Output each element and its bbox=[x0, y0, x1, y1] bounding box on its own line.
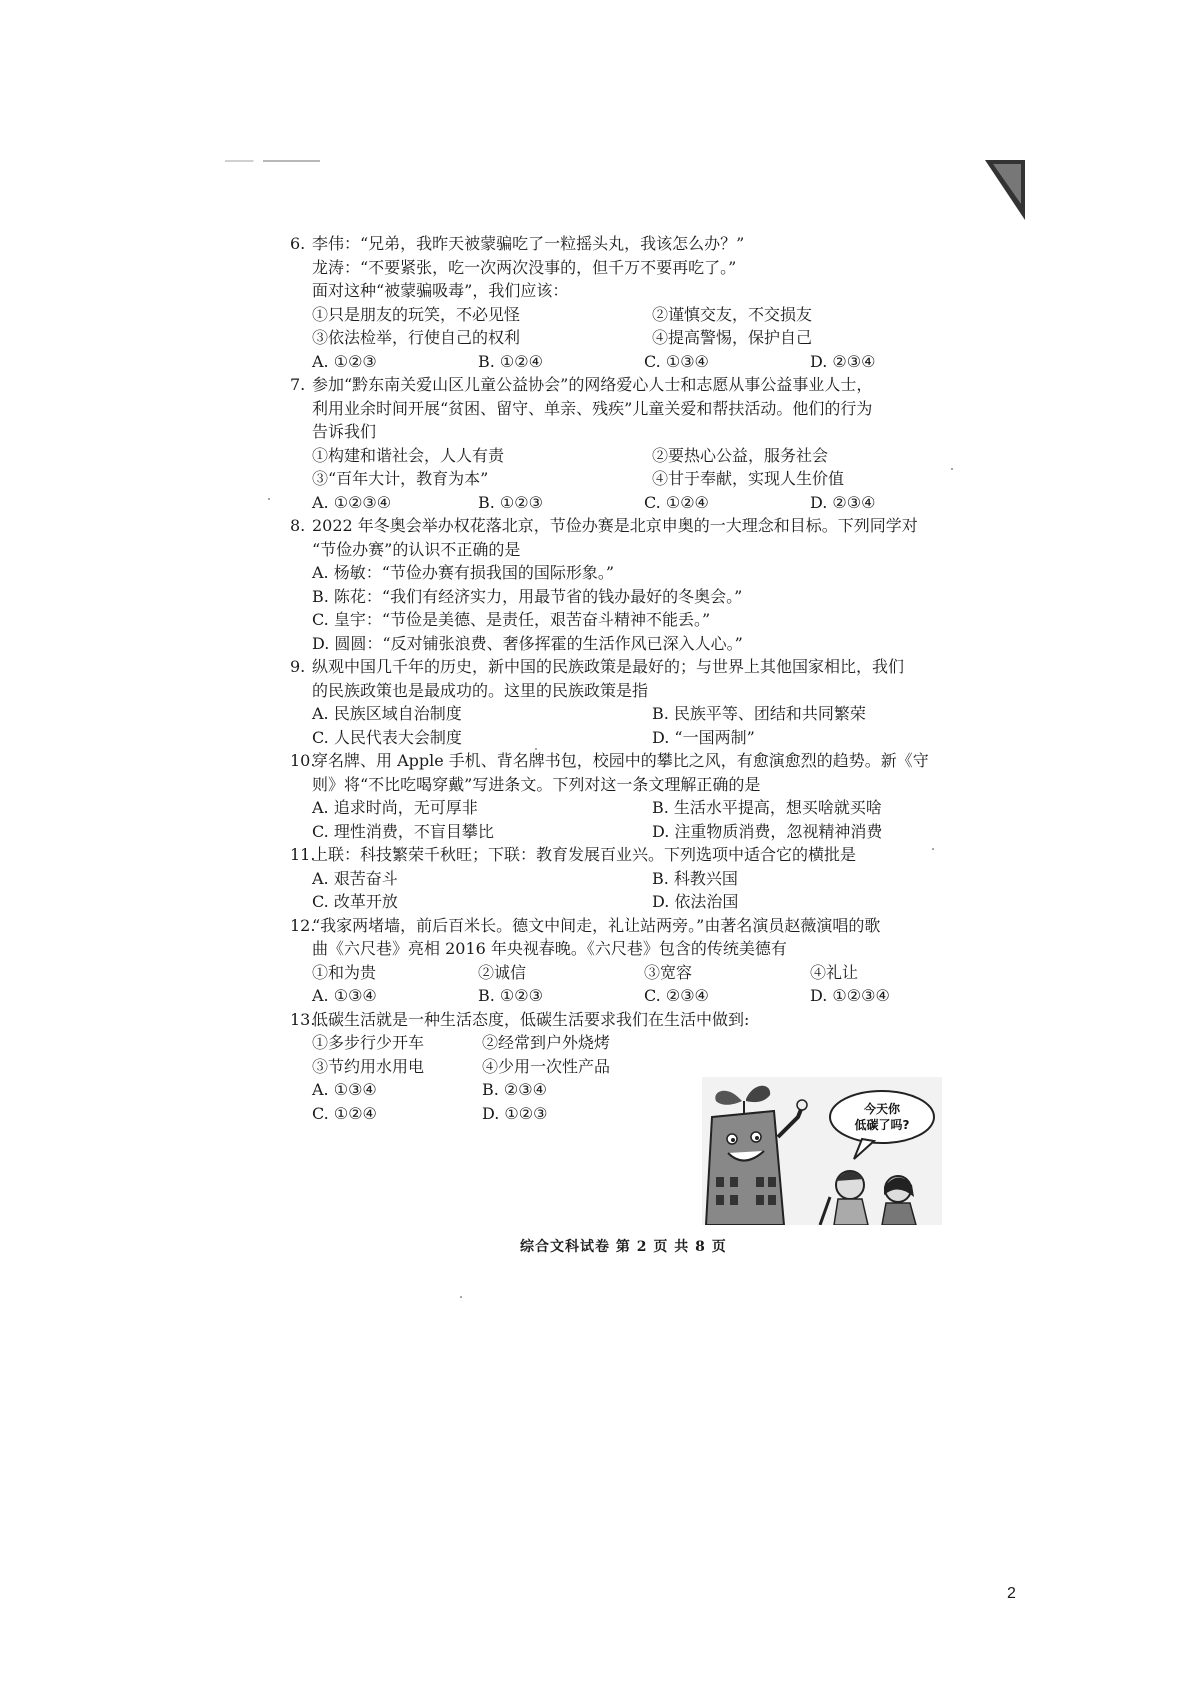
speech-bubble-line: 低碳了吗? bbox=[854, 1118, 910, 1132]
answer-option: C. 理性消费，不盲目攀比 bbox=[312, 821, 494, 841]
question-text: 低碳生活就是一种生活态度，低碳生活要求我们在生活中做到: bbox=[312, 1009, 750, 1029]
page-footer: 综合文科试卷 第 2 页 共 8 页 bbox=[520, 1239, 727, 1255]
question-text: 利用业余时间开展“贫困、留守、单亲、残疾”儿童关爱和帮扶活动。他们的行为 bbox=[312, 398, 873, 418]
statement-item: ②谨慎交友，不交损友 bbox=[652, 304, 813, 324]
answer-option: D. 注重物质消费，忽视精神消费 bbox=[652, 821, 883, 841]
question-text: “节俭办赛”的认识不正确的是 bbox=[312, 539, 521, 559]
answer-option: B. 科教兴国 bbox=[652, 868, 738, 888]
question-text: 上联：科技繁荣千秋旺；下联：教育发展百业兴。下列选项中适合它的横批是 bbox=[312, 845, 857, 864]
question-text: 参加“黔东南关爱山区儿童公益协会”的网络爱心人士和志愿从事公益事业人士， bbox=[312, 375, 873, 394]
statement-item: ①多步行少开车 bbox=[312, 1033, 425, 1052]
statement-item: ①只是朋友的玩笑，不必见怪 bbox=[312, 304, 521, 324]
answer-option: D. ②③④ bbox=[810, 492, 876, 512]
answer-option: C. 人民代表大会制度 bbox=[312, 727, 462, 747]
statement-item: ④提高警惕，保护自己 bbox=[652, 328, 813, 347]
question-number: 8. bbox=[290, 516, 306, 535]
answer-option: C. ①②④ bbox=[312, 1103, 377, 1123]
question-6 bbox=[290, 232, 955, 373]
answer-option: C. 皇宇：“节俭是美德、是责任，艰苦奋斗精神不能丢。” bbox=[312, 610, 711, 629]
answer-option: B. ②③④ bbox=[482, 1080, 547, 1099]
answer-option: D. ①②③④ bbox=[810, 986, 890, 1005]
statement-item: ②诚信 bbox=[478, 962, 527, 982]
answer-option: C. 改革开放 bbox=[312, 892, 398, 911]
answer-option: C. ①②④ bbox=[644, 492, 709, 512]
answer-option: A. ①③④ bbox=[312, 986, 377, 1005]
question-text: 则》将“不比吃喝穿戴”写进条文。下列对这一条文理解正确的是 bbox=[312, 774, 761, 794]
question-number: 10. bbox=[290, 751, 316, 770]
scan-corner-mark bbox=[985, 160, 1025, 220]
statement-item: ②要热心公益，服务社会 bbox=[652, 445, 829, 465]
question-text: 2022 年冬奥会举办权花落北京，节俭办赛是北京申奥的一大理念和目标。下列同学对 bbox=[312, 516, 918, 535]
answer-option: D. 依法治国 bbox=[652, 892, 739, 911]
question-11 bbox=[290, 843, 955, 914]
answer-option: D. “一国两制” bbox=[652, 727, 755, 747]
answer-option: A. 艰苦奋斗 bbox=[312, 868, 398, 888]
answer-option: B. 民族平等、团结和共同繁荣 bbox=[652, 704, 866, 723]
answer-option: A. 民族区域自治制度 bbox=[312, 704, 462, 723]
answer-option: B. 生活水平提高，想买啥就买啥 bbox=[652, 798, 882, 817]
answer-option: B. ①②④ bbox=[478, 351, 543, 371]
answer-option: B. 陈花：“我们有经济实力，用最节省的钱办最好的冬奥会。” bbox=[312, 586, 743, 606]
question-text: 龙涛：“不要紧张，吃一次两次没事的，但千万不要再吃了。” bbox=[312, 257, 737, 277]
question-number: 12. bbox=[290, 915, 316, 935]
exam-page bbox=[290, 232, 955, 1125]
statement-item: ③宽容 bbox=[644, 962, 693, 982]
question-number: 13. bbox=[290, 1009, 316, 1029]
statement-item: ④甘于奉献，实现人生价值 bbox=[652, 469, 845, 488]
question-number: 9. bbox=[290, 657, 306, 676]
question-8 bbox=[290, 514, 955, 655]
answer-option: D. ②③④ bbox=[810, 351, 876, 371]
answer-option: C. ②③④ bbox=[644, 986, 709, 1005]
answer-option: D. 圆圆：“反对铺张浪费、奢侈挥霍的生活作风已深入人心。” bbox=[312, 633, 743, 653]
statement-item: ④少用一次性产品 bbox=[482, 1056, 611, 1076]
question-text: 的民族政策也是最成功的。这里的民族政策是指 bbox=[312, 680, 649, 700]
answer-option: C. ①③④ bbox=[644, 351, 709, 371]
scan-artifact-line bbox=[225, 160, 320, 162]
answer-option: B. ①②③ bbox=[478, 492, 543, 512]
answer-option: D. ①②③ bbox=[482, 1103, 548, 1123]
answer-option: A. ①③④ bbox=[312, 1080, 377, 1099]
question-7 bbox=[290, 373, 955, 514]
statement-item: ③节约用水用电 bbox=[312, 1056, 425, 1076]
question-text: “我家两堵墙，前后百米长。德文中间走，礼让站两旁。”由著名演员赵薇演唱的歌 bbox=[312, 915, 881, 935]
question-text: 曲《六尺巷》亮相 2016 年央视春晚。《六尺巷》包含的传统美德有 bbox=[312, 939, 787, 958]
question-text: 李伟：“兄弟，我昨天被蒙骗吃了一粒摇头丸，我该怎么办？” bbox=[312, 234, 745, 253]
statement-item: ②经常到户外烧烤 bbox=[482, 1033, 611, 1052]
question-9 bbox=[290, 655, 955, 749]
question-12 bbox=[290, 914, 955, 1008]
page-number: 2 bbox=[1007, 1585, 1016, 1602]
question-text: 穿名牌、用 Apple 手机、背名牌书包，校园中的攀比之风，有愈演愈烈的趋势。新《守 bbox=[312, 751, 929, 770]
question-text: 面对这种“被蒙骗吸毒”，我们应该： bbox=[312, 281, 569, 300]
question-10 bbox=[290, 749, 955, 843]
statement-item: ①和为贵 bbox=[312, 962, 377, 982]
question-text: 纵观中国几千年的历史，新中国的民族政策是最好的；与世界上其他国家相比，我们 bbox=[312, 657, 905, 676]
statement-item: ③“百年大计，教育为本” bbox=[312, 469, 489, 488]
answer-option: A. 追求时尚，无可厚非 bbox=[312, 798, 478, 817]
answer-option: A. 杨敏：“节俭办赛有损我国的国际形象。” bbox=[312, 563, 615, 582]
statement-item: ①构建和谐社会，人人有责 bbox=[312, 445, 505, 465]
statement-item: ④礼让 bbox=[810, 962, 859, 982]
question-number: 11. bbox=[290, 845, 316, 864]
low-carbon-cartoon-illustration bbox=[702, 1077, 942, 1225]
question-text: 告诉我们 bbox=[312, 422, 377, 441]
answer-option: A. ①②③ bbox=[312, 351, 377, 371]
speech-bubble-line: 今天你 bbox=[863, 1102, 901, 1116]
answer-option: B. ①②③ bbox=[478, 986, 543, 1005]
answer-option: A. ①②③④ bbox=[312, 492, 392, 512]
question-number: 6. bbox=[290, 234, 306, 253]
statement-item: ③依法检举，行使自己的权利 bbox=[312, 328, 521, 347]
question-number: 7. bbox=[290, 375, 306, 394]
